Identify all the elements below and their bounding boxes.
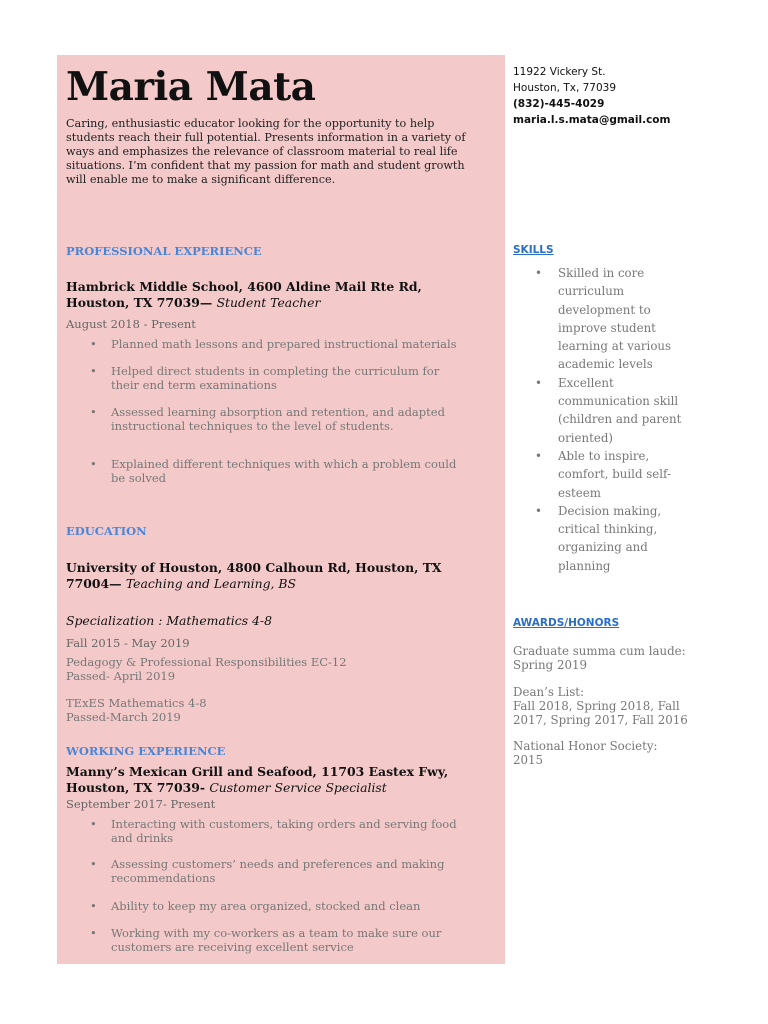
professional-experience-heading: PROFESSIONAL EXPERIENCE <box>66 244 262 258</box>
professional-role: Student Teacher <box>216 295 321 310</box>
award-item <box>513 685 688 727</box>
professional-employer <box>66 279 486 311</box>
contact-street: 11922 Vickery St. <box>513 66 606 78</box>
list-item: • Helped direct students in completing the curriculum for their end term examinations <box>90 365 470 392</box>
awards-heading: AWARDS/HONORS <box>513 617 620 629</box>
working-dates: September 2017- Present <box>66 797 216 811</box>
award-date: Spring 2019 <box>513 658 587 672</box>
skills-list <box>535 264 685 575</box>
award-item: National Honor Society: 2015 <box>513 739 658 767</box>
professional-bullets <box>90 458 470 485</box>
summary-text: Caring, enthusiastic educator looking for the opportunity to help students reach their full potential. Presents information in a variety of ways and emphasizes the relevance of classroom material to real life situations. I’m confident that my passion for math and student growth will enable me to make a significant difference. <box>66 117 466 186</box>
education-school-text: University of Houston, 4800 Calhoun Rd, Houston, TX 77004 <box>66 560 442 591</box>
education-school <box>66 560 486 592</box>
list-item: • Assessed learning absorption and retention, and adapted instructional techniques to the level of students. <box>90 406 470 433</box>
professional-bullets <box>90 365 470 392</box>
list-item: • Interacting with customers, taking orders and serving food and drinks <box>90 818 470 845</box>
education-degree: Teaching and Learning, BS <box>125 576 297 591</box>
list-item: • Able to inspire, comfort, build self-esteem <box>535 447 685 502</box>
education-separator: — <box>109 576 122 591</box>
working-bullets <box>90 900 470 914</box>
professional-employer-text: Hambrick Middle School, 4600 Aldine Mail Rte Rd, Houston, TX 77039 <box>66 279 422 310</box>
list-item: • Explained different techniques with which a problem could be solved <box>90 458 470 485</box>
professional-bullets <box>90 406 470 433</box>
award-item <box>513 644 688 672</box>
award-title: Dean’s List: <box>513 685 585 699</box>
education-dates: Fall 2015 - May 2019 <box>66 636 190 650</box>
certification-status: Passed- April 2019 <box>66 669 176 683</box>
list-item: • Ability to keep my area organized, stocked and clean <box>90 900 470 914</box>
education-specialization: Specialization : Mathematics 4-8 <box>66 613 272 628</box>
list-item: • Planned math lessons and prepared instructional materials <box>90 338 470 352</box>
award-date: Fall 2018, Spring 2018, Fall 2017, Spring 2017, Fall 2016 <box>513 699 688 727</box>
working-bullets <box>90 818 470 845</box>
certification-status: Passed-March 2019 <box>66 710 181 724</box>
working-employer <box>66 764 486 796</box>
working-separator: - <box>199 780 205 795</box>
contact-city: Houston, Tx, 77039 <box>513 82 617 94</box>
award-title: Graduate summa cum laude: <box>513 644 686 658</box>
professional-separator: — <box>199 295 213 310</box>
contact-email[interactable]: maria.l.s.mata@gmail.com <box>513 114 671 126</box>
list-item: • Working with my co-workers as a team to make sure our customers are receiving excellent service <box>90 927 470 954</box>
list-item: • Decision making, critical thinking, organizing and planning <box>535 502 685 575</box>
working-role: Customer Service Specialist <box>209 780 387 795</box>
working-bullets <box>90 927 470 954</box>
education-heading: EDUCATION <box>66 524 147 538</box>
list-item: • Skilled in core curriculum development to improve student learning at various academic levels <box>535 264 685 374</box>
working-employer-text: Manny’s Mexican Grill and Seafood, 11703 Eastex Fwy, Houston, TX 77039 <box>66 764 449 795</box>
professional-bullets <box>90 338 470 352</box>
working-bullets <box>90 858 470 885</box>
skills-heading: SKILLS <box>513 244 554 256</box>
certification-name: Pedagogy & Professional Responsibilities EC-12 <box>66 655 347 669</box>
list-item: • Excellent communication skill (children and parent oriented) <box>535 374 685 447</box>
professional-dates: August 2018 - Present <box>66 317 196 331</box>
contact-phone: (832)-445-4029 <box>513 98 605 110</box>
working-experience-heading: WORKING EXPERIENCE <box>66 744 226 758</box>
contact-block <box>513 64 670 128</box>
list-item: • Assessing customers’ needs and preferences and making recommendations <box>90 858 470 885</box>
certification-name: TExES Mathematics 4-8 <box>66 696 207 710</box>
page-title: Maria Mata <box>66 64 316 110</box>
